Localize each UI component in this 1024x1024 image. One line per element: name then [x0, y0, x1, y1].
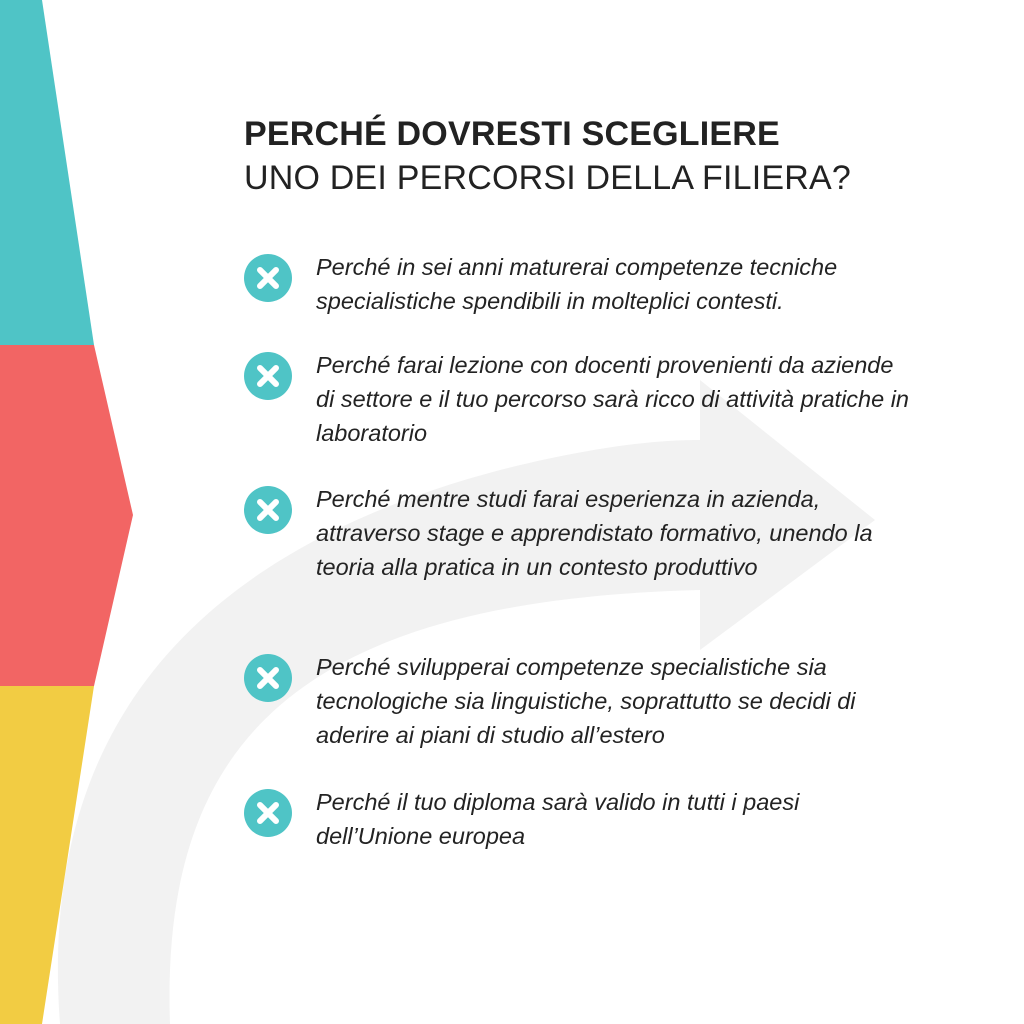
- close-circle-icon: [244, 254, 292, 302]
- list-item-text: Perché svilupperai competenze specialistiche sia tecnologiche sia linguistiche, soprattutto se decidi di aderire ai piani di studio all’estero: [316, 654, 856, 748]
- close-circle-icon: [244, 352, 292, 400]
- list-item-text: Perché mentre studi farai esperienza in azienda, attraverso stage e apprendistato formativo, unendo la teoria alla pratica in un contesto produttivo: [316, 486, 873, 580]
- list-item-text: Perché in sei anni maturerai competenze tecniche specialistiche spendibili in molteplici contesti.: [316, 254, 838, 314]
- list-item-text: Perché farai lezione con docenti provenienti da aziende di settore e il tuo percorso sarà ricco di attività pratiche in laboratorio: [316, 352, 909, 446]
- page-title: [244, 112, 944, 200]
- close-circle-icon: [244, 789, 292, 837]
- title-line-2: UNO DEI PERCORSI DELLA FILIERA?: [244, 159, 852, 197]
- close-circle-icon: [244, 486, 292, 534]
- list-item-text: Perché il tuo diploma sarà valido in tutti i paesi dell’Unione europea: [316, 789, 800, 849]
- close-circle-icon: [244, 654, 292, 702]
- title-line-1: PERCHÉ DOVRESTI SCEGLIERE: [244, 115, 780, 153]
